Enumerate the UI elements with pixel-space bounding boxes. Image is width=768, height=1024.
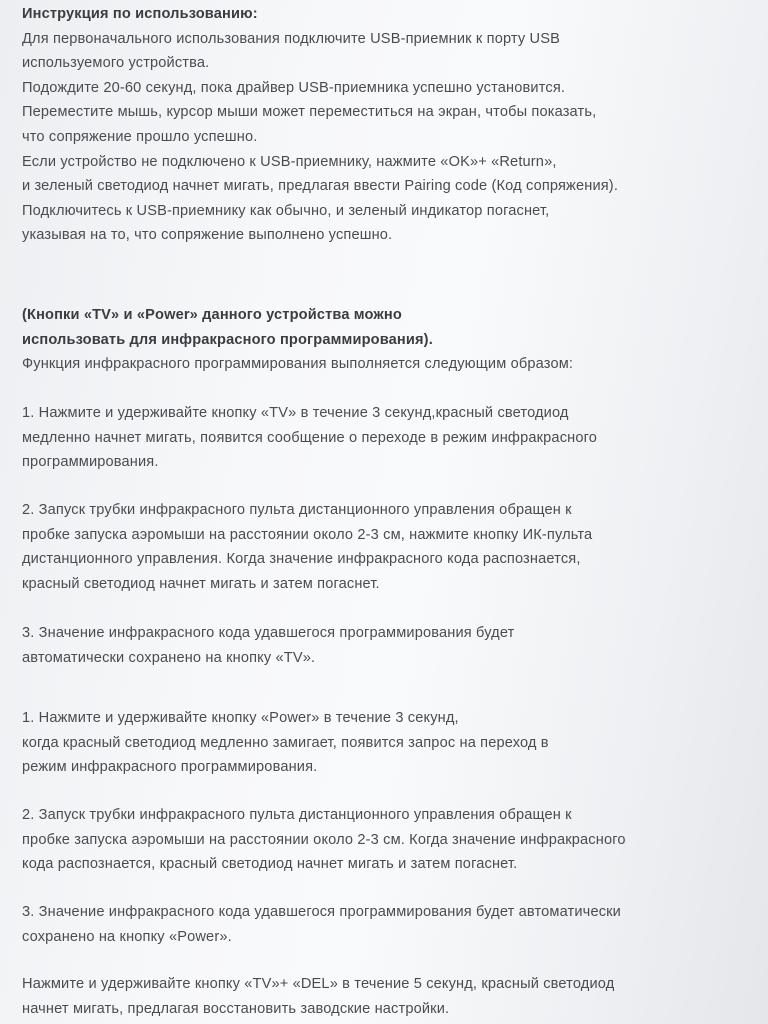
usage-line: и зеленый светодиод начнет мигать, предлагая ввести Pairing code (Код сопряжения). [22,178,619,195]
power-step-3 [22,900,752,949]
step-line: 1. Нажмите и удерживайте кнопку «TV» в течение 3 секунд,красный светодиод [22,405,569,421]
tv-step-3 [22,621,752,670]
usage-line: Переместите мышь, курсор мыши может переместиться на экран, чтобы показать, [22,104,597,121]
step-line: когда красный светодиод медленно замигает, появится запрос на переход в [22,734,549,751]
step-line: пробке запуска аэромыши на расстоянии около 2-3 см. Когда значение инфракрасного [22,831,626,848]
step-line: 3. Значение инфракрасного кода удавшегося программирования будет автоматически [22,904,621,920]
step-line: дистанционного управления. Когда значение инфракрасного кода распознается, [22,551,581,568]
step-line: красный светодиод начнет мигать и затем погаснет. [22,575,380,592]
step-line: программирования. [22,454,159,471]
factory-reset [22,972,752,1021]
reset-line: начнет мигать, предлагая восстановить заводские настройки. [22,1000,450,1017]
usage-line: Если устройство не подключено к USB-приемнику, нажмите «OK»+ «Return», [22,153,557,170]
step-line: 1. Нажмите и удерживайте кнопку «Power» в течение 3 секунд, [22,710,459,726]
step-line: режим инфракрасного программирования. [22,759,318,776]
ir-heading-line: использовать для инфракрасного программирования). [22,331,433,348]
step-line: кода распознается, красный светодиод начнет мигать и затем погаснет. [22,856,518,873]
step-line: 3. Значение инфракрасного кода удавшегося программирования будет [22,625,515,641]
power-step-1 [22,706,752,780]
step-line: автоматически сохранено на кнопку «TV». [22,649,316,666]
step-line: пробке запуска аэромыши на расстоянии около 2-3 см, нажмите кнопку ИК-пульта [22,526,593,543]
tv-step-1 [22,401,752,475]
reset-line: Нажмите и удерживайте кнопку «TV»+ «DEL» в течение 5 секунд, красный светодиод [22,976,615,992]
usage-line: Подключитесь к USB-приемнику как обычно, и зеленый индикатор погаснет, [22,202,550,219]
ir-section-heading [22,303,752,377]
ir-intro: Функция инфракрасного программирования выполняется следующим образом: [22,356,574,373]
ir-heading-line: (Кнопки «TV» и «Power» данного устройства можно [22,307,402,323]
usage-line: используемого устройства. [22,55,210,72]
step-line: 2. Запуск трубки инфракрасного пульта дистанционного управления обращен к [22,502,572,518]
step-line: 2. Запуск трубки инфракрасного пульта дистанционного управления обращен к [22,807,572,823]
usage-section [22,2,752,248]
tv-step-2 [22,498,752,596]
usage-line: что сопряжение прошло успешно. [22,128,258,145]
step-line: сохранено на кнопку «Power». [22,928,232,945]
usage-line: Подождите 20-60 секунд, пока драйвер USB-приемника успешно установится. [22,79,566,96]
usage-line: указывая на то, что сопряжение выполнено успешно. [22,227,393,244]
step-line: медленно начнет мигать, появится сообщение о переходе в режим инфракрасного [22,429,598,446]
usage-heading: Инструкция по использованию: [22,6,258,22]
usage-line: Для первоначального использования подключите USB-приемник к порту USB [22,30,561,47]
power-step-2 [22,803,752,877]
